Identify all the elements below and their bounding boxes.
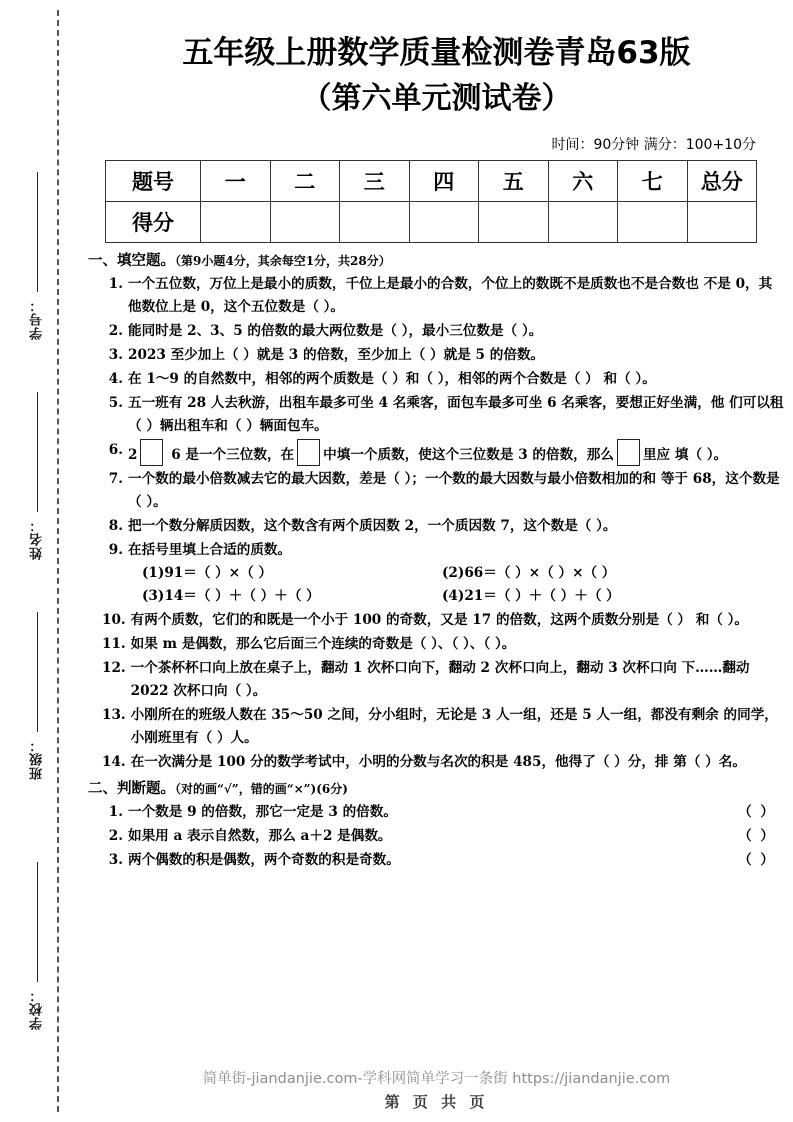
subquestion-4: (4)21＝（ ）＋（ ）＋（ ） xyxy=(442,588,620,604)
question-line: 不是 0，其他数位上是 0，这个五位数是（ ）。 xyxy=(128,276,773,315)
question-text xyxy=(128,801,784,824)
judge-answer-bracket[interactable]: （ ） xyxy=(738,828,776,844)
subquestion-1: (1)91＝（ ）×（ ） xyxy=(142,565,273,581)
question-line: 的同学，小刚班里有（ ）人。 xyxy=(130,707,778,746)
question-1 xyxy=(88,273,784,319)
question-text xyxy=(128,392,784,438)
subquestion-2: (2)66＝（ ）×（ ）×（ ） xyxy=(442,565,616,581)
question-text: 能同时是 2、3、5 的倍数的最大两位数是（ ），最小三位数是（ ）。 xyxy=(128,323,543,339)
score-table-label-score: 得分 xyxy=(106,202,201,243)
question-part: 6 是一个三位数，在 xyxy=(166,447,295,463)
question-number: 12. xyxy=(102,660,126,676)
question-10 xyxy=(88,609,784,632)
answer-box[interactable] xyxy=(297,439,320,466)
question-text xyxy=(131,609,784,632)
score-cell-2[interactable] xyxy=(270,202,340,243)
question-text: 2023 至少加上（ ）就是 3 的倍数，至少加上（ ）就是 5 的倍数。 xyxy=(128,347,545,363)
question-3 xyxy=(88,344,784,367)
score-table-col-2: 二 xyxy=(270,161,340,202)
question-line: 在一次满分是 100 分的数学考试中，小明的分数与名次的积是 485，他得了（ ）分，排 xyxy=(130,754,669,770)
table-row-scores xyxy=(106,202,757,243)
question-line: 下……翻动 2022 次杯口向（ ）。 xyxy=(130,660,750,699)
question-number: 2. xyxy=(108,323,123,339)
table-row-question-numbers xyxy=(106,161,757,202)
judge-question-3 xyxy=(88,849,784,872)
score-table-col-3: 三 xyxy=(340,161,410,202)
judge-answer-bracket[interactable]: （ ） xyxy=(738,852,776,868)
question-number: 5. xyxy=(108,395,123,411)
question-9 xyxy=(88,539,784,562)
judge-statement: 一个数是 9 的倍数，那它一定是 3 的倍数。 xyxy=(128,804,397,820)
margin-label-school: 学校： xyxy=(29,988,45,1030)
answer-box[interactable] xyxy=(617,439,640,466)
score-cell-5[interactable] xyxy=(479,202,549,243)
question-text xyxy=(128,273,784,319)
score-table-col-5: 五 xyxy=(479,161,549,202)
score-table-label-question: 题号 xyxy=(106,161,201,202)
question-text xyxy=(128,825,784,848)
page-subtitle: （第六单元测试卷） xyxy=(301,81,572,116)
judge-answer-bracket[interactable]: （ ） xyxy=(738,804,776,820)
score-table-col-7: 七 xyxy=(618,161,688,202)
question-line: 五一班有 28 人去秋游，出租车最多可坐 4 名乘客，面包车最多可坐 6 名乘客，要想正好坐满，他 xyxy=(128,395,725,411)
question-number: 7. xyxy=(108,471,123,487)
question-part: 中填一个质数，使这个三位数是 3 的倍数，那么 xyxy=(323,447,614,463)
section-heading-fill-in-blank xyxy=(88,250,784,272)
question-text xyxy=(131,704,784,750)
question-9-subrow-1 xyxy=(88,562,784,585)
question-text xyxy=(131,657,784,703)
margin-rule xyxy=(37,612,38,732)
question-number: 9. xyxy=(108,542,123,558)
question-4 xyxy=(88,368,784,391)
margin-field-student-id xyxy=(14,172,60,340)
watermark-text: 简单街-jiandanjie.com-学科网简单学习一条街 https://jiandanjie.com xyxy=(202,1071,671,1087)
question-5 xyxy=(88,392,784,438)
judge-statement: 两个偶数的积是偶数，两个奇数的积是奇数。 xyxy=(128,852,400,868)
question-part: 里应 xyxy=(642,447,671,463)
question-line: 有两个质数，它们的和既是一个小于 100 的奇数，又是 17 的倍数，这两个质数分别是（ ） xyxy=(130,612,691,628)
question-11 xyxy=(88,633,784,656)
question-number: 4. xyxy=(108,371,123,387)
question-6 xyxy=(88,439,784,467)
answer-box[interactable] xyxy=(140,439,163,466)
question-line: 在 1～9 的自然数中，相邻的两个质数是（ ）和（ ），相邻的两个合数是（ ） xyxy=(128,371,599,387)
question-number: 14. xyxy=(102,754,126,770)
score-cell-4[interactable] xyxy=(409,202,479,243)
judge-question-1 xyxy=(88,801,784,824)
page-footer xyxy=(80,1068,793,1114)
score-table-col-1: 一 xyxy=(201,161,271,202)
question-part: 2 xyxy=(128,447,138,463)
question-line: 等于 68，这个数是（ ）。 xyxy=(128,471,780,510)
question-line: 第（ ）名。 xyxy=(673,754,746,770)
score-cell-3[interactable] xyxy=(340,202,410,243)
score-table xyxy=(105,160,757,243)
margin-rule xyxy=(37,862,38,982)
question-text: 如果 m 是偶数，那么它后面三个连续的奇数是（ ）、（ ）、（ ）。 xyxy=(130,636,516,652)
question-number: 3. xyxy=(108,347,123,363)
question-number: 3. xyxy=(108,852,123,868)
question-line: 和（ ）。 xyxy=(695,612,749,628)
question-text xyxy=(128,368,784,391)
section-1-note: （第9小题4分，其余每空1分，共28分） xyxy=(175,254,391,268)
question-text xyxy=(131,751,784,774)
section-2-title: 二、判断题。 xyxy=(88,780,175,797)
margin-label-student-id: 学号： xyxy=(29,298,45,340)
question-line: 一个五位数，万位上是最小的质数，千位上是最小的合数，个位上的数既不是质数也不是合数也 xyxy=(128,276,699,292)
question-7 xyxy=(88,468,784,514)
question-2 xyxy=(88,320,784,343)
title-block xyxy=(80,0,793,122)
left-margin-strip xyxy=(0,0,80,1122)
score-table-col-6: 六 xyxy=(548,161,618,202)
section-1-title: 一、填空题。 xyxy=(88,252,175,269)
question-text xyxy=(128,468,784,514)
exam-page xyxy=(80,0,793,1122)
score-cell-total[interactable] xyxy=(687,202,757,243)
question-9-subrow-2 xyxy=(88,585,784,608)
question-13 xyxy=(88,704,784,750)
score-cell-7[interactable] xyxy=(618,202,688,243)
subquestion-3: (3)14＝（ ）＋（ ）＋（ ） xyxy=(142,588,320,604)
question-14 xyxy=(88,751,784,774)
margin-label-name: 姓名： xyxy=(29,518,45,560)
score-table-col-total: 总分 xyxy=(687,161,757,202)
margin-field-school xyxy=(14,862,60,1030)
margin-field-name xyxy=(14,392,60,560)
question-number: 1. xyxy=(108,804,123,820)
question-text: 把一个数分解质因数，这个数含有两个质因数 2，一个质因数 7，这个数是（ ）。 xyxy=(128,518,617,534)
question-text: 在括号里填上合适的质数。 xyxy=(128,542,292,558)
exam-content xyxy=(80,250,793,872)
exam-meta: 时间：90分钟 满分：100+10分 xyxy=(551,137,756,153)
question-number: 1. xyxy=(108,276,123,292)
question-line: 一个茶杯杯口向上放在桌子上，翻动 1 次杯口向下，翻动 2 次杯口向上，翻动 3 次杯口向 xyxy=(130,660,677,676)
question-12 xyxy=(88,657,784,703)
question-number: 8. xyxy=(108,518,123,534)
question-line: 一个数的最小倍数减去它的最大因数，差是（ ）；一个数的最大因数与最小倍数相加的和 xyxy=(128,471,657,487)
margin-rule xyxy=(37,392,38,512)
page-number: 第 页 共 页 xyxy=(384,1093,489,1111)
margin-label-class: 班级： xyxy=(29,738,45,780)
question-number: 13. xyxy=(102,707,126,723)
question-line: 填（ ）。 xyxy=(674,447,728,463)
question-8 xyxy=(88,515,784,538)
margin-rule xyxy=(37,172,38,292)
question-line: 和（ ）。 xyxy=(603,371,656,387)
question-line: 小刚所在的班级人数在 35～50 之间，分小组时，无论是 3 人一组，还是 5 人一组，都没有剩余 xyxy=(130,707,719,723)
question-number: 11. xyxy=(102,636,126,652)
score-cell-1[interactable] xyxy=(201,202,271,243)
judge-question-2 xyxy=(88,825,784,848)
question-text xyxy=(128,849,784,872)
section-heading-true-false xyxy=(88,778,784,800)
score-table-col-4: 四 xyxy=(409,161,479,202)
question-line: 们可以租（ ）辆出租车和（ ）辆面包车。 xyxy=(128,395,784,434)
judge-statement: 如果用 a 表示自然数，那么 a＋2 是偶数。 xyxy=(128,828,392,844)
score-cell-6[interactable] xyxy=(548,202,618,243)
question-number: 10. xyxy=(102,612,126,628)
margin-field-class xyxy=(14,612,60,780)
question-number: 2. xyxy=(108,828,123,844)
section-2-note: （对的画“√”，错的画“×”)(6分) xyxy=(175,782,348,796)
page-title: 五年级上册数学质量检测卷青岛63版 xyxy=(182,35,691,71)
question-text xyxy=(128,439,784,467)
question-number: 6. xyxy=(108,442,123,458)
